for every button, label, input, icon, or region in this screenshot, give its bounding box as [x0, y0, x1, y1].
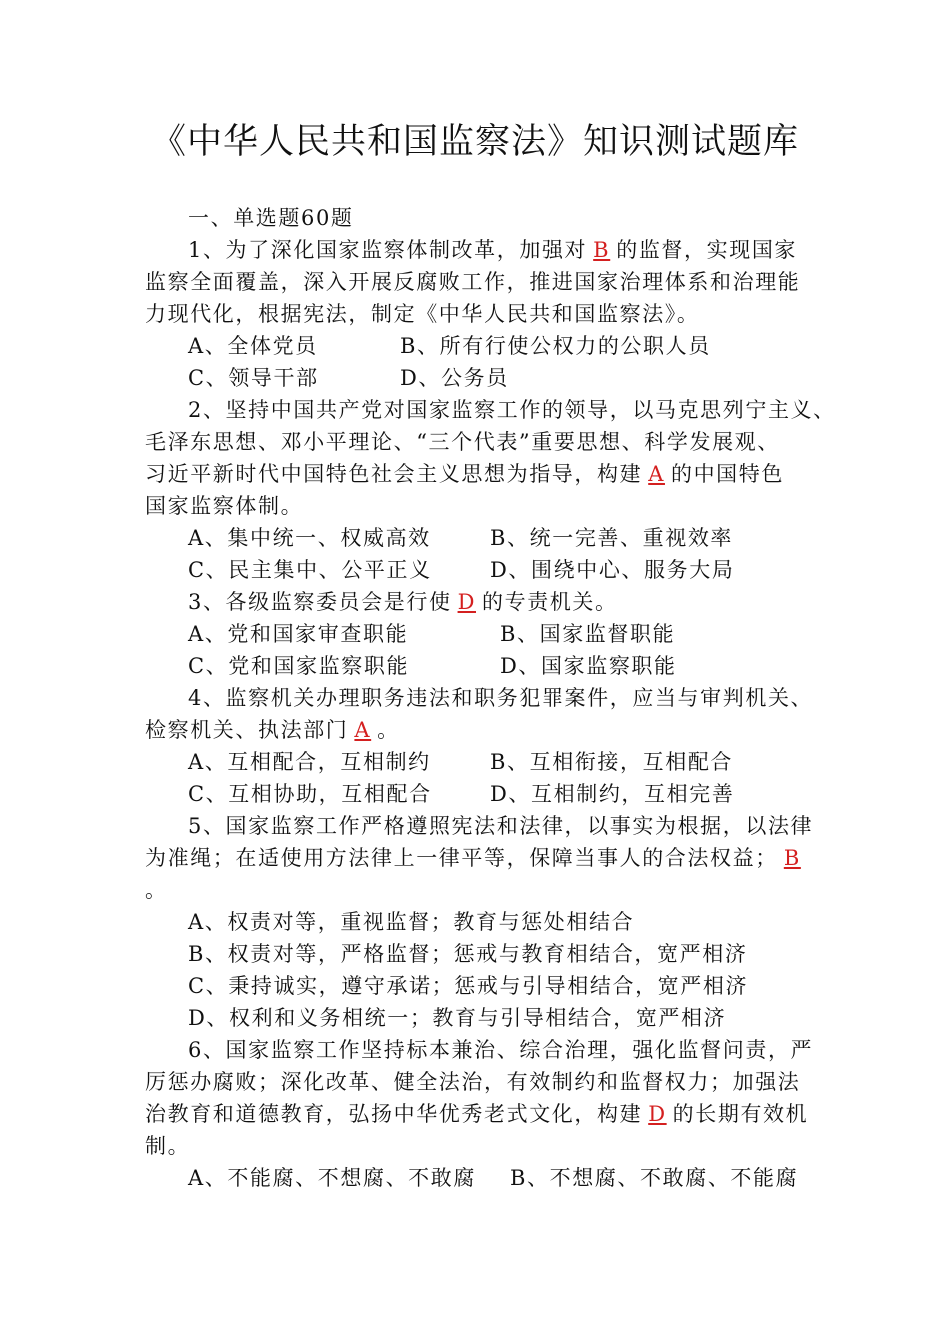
question-1-option-c: C、领导干部 [188, 366, 319, 390]
question-6-line-3: 治教育和道德教育，弘扬中华优秀老式文化，构建 D 的长期有效机 [145, 1102, 809, 1126]
question-5-option-d: D、权利和义务相统一；教育与引导相结合，宽严相济 [188, 1006, 727, 1030]
question-6-answer: D [648, 1102, 667, 1126]
question-5-line-2: 为准绳；在适使用方法律上一律平等，保障当事人的合法权益； B [145, 842, 825, 874]
question-4-line-2: 检察机关、执法部门 A 。 [145, 718, 400, 742]
document-title: 《中华人民共和国监察法》知识测试题库 [150, 122, 799, 162]
question-5-line-3: 。 [145, 878, 168, 902]
question-2-option-d: D、围绕中心、服务大局 [490, 558, 735, 582]
question-6-option-a: A、不能腐、不想腐、不敢腐 [188, 1166, 476, 1190]
question-4-option-a: A、互相配合，互相制约 [188, 750, 431, 774]
question-6-line-2: 厉惩办腐败；深化改革、健全法治，有效制约和监督权力；加强法 [145, 1070, 801, 1094]
question-2-option-c: C、民主集中、公平正义 [188, 558, 432, 582]
question-5-option-c: C、秉持诚实，遵守承诺；惩戒与引导相结合，宽严相济 [188, 974, 749, 998]
question-4-option-c: C、互相协助，互相配合 [188, 782, 432, 806]
question-1-option-b: B、所有行使公权力的公职人员 [400, 334, 711, 358]
question-2-line-4: 国家监察体制。 [145, 494, 304, 518]
question-3-option-c: C、党和国家监察职能 [188, 654, 410, 678]
question-5-answer: B [783, 846, 801, 870]
question-1-line-2: 监察全面覆盖，深入开展反腐败工作，推进国家治理体系和治理能 [145, 270, 801, 294]
question-5-option-b: B、权责对等，严格监督；惩戒与教育相结合，宽严相济 [188, 942, 748, 966]
question-4-option-b: B、互相衔接，互相配合 [490, 750, 734, 774]
question-6-line-4: 制。 [145, 1134, 191, 1158]
question-1-option-a: A、全体党员 [188, 334, 318, 358]
question-4-line-1: 4、监察机关办理职务违法和职务犯罪案件，应当与审判机关、 [188, 686, 814, 710]
question-2-line-3: 习近平新时代中国特色社会主义思想为指导，构建 A 的中国特色 [145, 462, 784, 486]
question-2-line-1: 2、坚持中国共产党对国家监察工作的领导，以马克思列宁主义、 [188, 398, 836, 422]
question-3-answer: D [457, 590, 476, 614]
question-1-line-3: 力现代化，根据宪法，制定《中华人民共和国监察法》。 [145, 302, 700, 326]
question-3-option-b: B、国家监督职能 [500, 622, 676, 646]
question-4-answer: A [354, 718, 372, 742]
section-heading: 一、单选题60题 [188, 206, 354, 230]
question-1-option-d: D、公务员 [400, 366, 509, 390]
question-3-option-a: A、党和国家审查职能 [188, 622, 409, 646]
question-6-line-1: 6、国家监察工作坚持标本兼治、综合治理，强化监督问责，严 [188, 1038, 814, 1062]
question-1-line-1: 1、为了深化国家监察体制改革，加强对 B 的监督，实现国家 [188, 238, 798, 262]
question-3-option-d: D、国家监察职能 [500, 654, 677, 678]
question-6-option-b: B、不想腐、不敢腐、不能腐 [510, 1166, 799, 1190]
question-3-line-1: 3、各级监察委员会是行使 D 的专责机关。 [188, 590, 618, 614]
question-2-option-a: A、集中统一、权威高效 [188, 526, 431, 550]
question-5-line-1: 5、国家监察工作严格遵照宪法和法律，以事实为根据，以法律 [188, 814, 814, 838]
question-2-option-b: B、统一完善、重视效率 [490, 526, 734, 550]
question-2-line-2: 毛泽东思想、邓小平理论、“三个代表”重要思想、科学发展观、 [145, 430, 780, 454]
question-4-option-d: D、互相制约，互相完善 [490, 782, 735, 806]
question-5-option-a: A、权责对等，重视监督；教育与惩处相结合 [188, 910, 635, 934]
question-2-answer: A [648, 462, 665, 486]
question-1-answer: B [593, 238, 611, 262]
